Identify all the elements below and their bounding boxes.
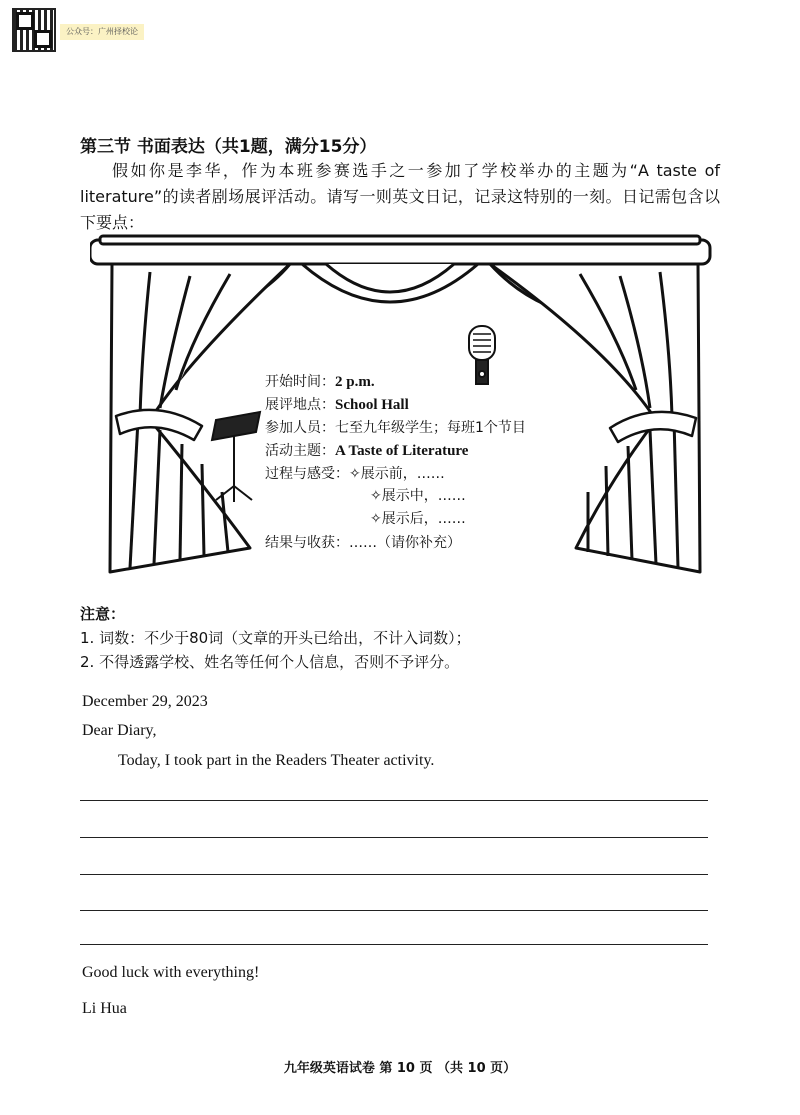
answer-line[interactable] [80,800,708,801]
diary-signature: Li Hua [82,1000,127,1017]
result-label: 结果与收获： [265,535,349,551]
qr-code [12,8,56,52]
participants-label: 参加人员： [265,420,335,436]
diary-greeting: Dear Diary, [82,722,157,739]
location-label: 展评地点： [265,397,335,413]
location-value: School Hall [335,397,409,413]
note-item: 2. 不得透露学校、姓名等任何个人信息，否则不予评分。 [80,653,460,671]
writing-prompt: 假如你是李华，作为本班参赛选手之一参加了学校举办的主题为“A taste of literature”的读者剧场展评活动。请写一则英文日记，记录这特别的一刻。日记需包含以下要点： [80,161,720,232]
answer-line[interactable] [80,944,708,945]
participants-value: 七至九年级学生；每班1个节目 [335,420,526,436]
note-item: 1. 词数：不少于80词（文章的开头已给出，不计入词数）； [80,629,471,647]
diary-closing: Good luck with everything! [82,964,260,981]
info-theme [265,439,526,462]
page-footer: 九年级英语试卷 第 10 页 （共 10 页） [283,1061,517,1076]
answer-line[interactable] [80,874,708,875]
process-label: 过程与感受： [265,466,349,482]
process-item: ✧展示中，…… [370,488,466,504]
answer-line[interactable] [80,910,708,911]
info-participants [265,416,526,439]
wechat-account-tag: 公众号：广州择校论 [60,24,144,40]
event-info [265,370,526,554]
theme-label: 活动主题： [265,443,335,459]
process-item: ✧展示前，…… [349,466,445,482]
start-time-value: 2 p.m. [335,374,375,390]
theme-value: A Taste of Literature [335,443,469,459]
info-result [265,531,526,554]
notes-heading: 注意： [80,605,126,623]
info-process [265,462,526,485]
result-value: ……（请你补充） [349,535,461,551]
diary-date: December 29, 2023 [82,693,208,710]
answer-line[interactable] [80,837,708,838]
section-title: 第三节 书面表达（共1题，满分15分） [80,137,377,157]
info-location [265,393,526,416]
diary-opening: Today, I took part in the Readers Theater activity. [118,752,435,769]
info-start-time [265,370,526,393]
start-time-label: 开始时间： [265,374,335,390]
notes [80,602,471,674]
process-item: ✧展示后，…… [370,511,466,527]
